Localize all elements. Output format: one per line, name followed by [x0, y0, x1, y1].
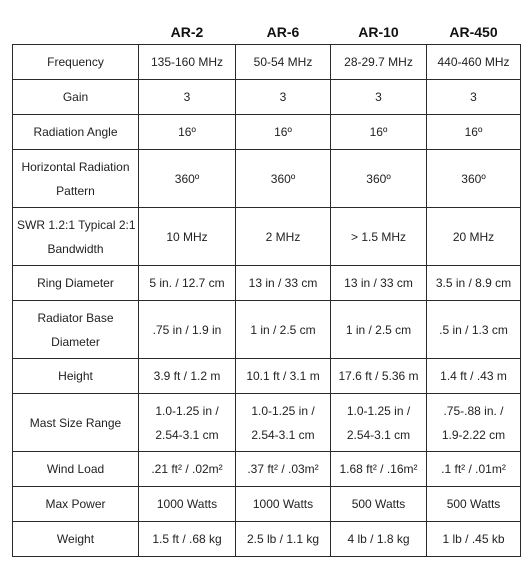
table-row-height: [13, 359, 521, 394]
cell-line: 28-29.7 MHz: [344, 55, 413, 69]
cell-line: 10 MHz: [166, 229, 208, 244]
row-label-wind-load: [13, 452, 139, 487]
column-header-ar-2: AR-2: [170, 24, 204, 40]
cell-gain-ar-6: [236, 80, 331, 115]
cell-line: 5 in. / 12.7 cm: [149, 276, 225, 290]
cell-line: 440-460 MHz: [437, 55, 510, 69]
cell-wind-load-ar-2: [139, 452, 236, 487]
table-row-swr-bandwidth: [13, 208, 521, 266]
cell-frequency-ar-2: [139, 45, 236, 80]
cell-line: 50-54 MHz: [253, 55, 313, 69]
row-label-ring-diameter: [13, 266, 139, 301]
cell-line: 1.0-1.25 in /: [346, 403, 411, 418]
cell-radiator-base-diameter-ar-450: [427, 301, 521, 359]
row-label-swr-bandwidth: [13, 208, 139, 266]
cell-ring-diameter-ar-2: [139, 266, 236, 301]
cell-gain-ar-10: [331, 80, 427, 115]
table-row-radiation-angle: [13, 115, 521, 150]
cell-line: 13 in / 33 cm: [248, 276, 318, 290]
cell-line: 2.5 lb / 1.1 kg: [246, 532, 320, 546]
table-row-weight: [13, 522, 521, 557]
cell-horizontal-radiation-pattern-ar-6: [236, 150, 331, 208]
cell-line: Mast Size Range: [29, 415, 122, 430]
column-header-ar-10: AR-10: [358, 24, 399, 40]
cell-radiator-base-diameter-ar-10: [331, 301, 427, 359]
cell-line: Radiator Base: [37, 310, 114, 325]
table-header: [13, 20, 521, 45]
cell-line: .1 ft² / .01m²: [441, 462, 506, 476]
cell-line: Wind Load: [46, 462, 105, 476]
cell-line: 360º: [174, 171, 200, 186]
cell-line: 4 lb / 1.8 kg: [347, 532, 410, 546]
cell-radiation-angle-ar-6: [236, 115, 331, 150]
table-body: [13, 45, 521, 557]
cell-line: 17.6 ft / 5.36 m: [338, 369, 419, 383]
cell-max-power-ar-6: [236, 487, 331, 522]
cell-line: Horizontal Radiation: [21, 159, 130, 174]
cell-line: 1 in / 2.5 cm: [345, 322, 412, 337]
cell-max-power-ar-10: [331, 487, 427, 522]
cell-line: 3: [183, 90, 191, 104]
cell-frequency-ar-10: [331, 45, 427, 80]
row-label-frequency: [13, 45, 139, 80]
cell-swr-bandwidth-ar-6: [236, 208, 331, 266]
cell-line: .21 ft² / .02m²: [151, 462, 223, 476]
cell-line: 3: [375, 90, 382, 104]
cell-radiator-base-diameter-ar-6: [236, 301, 331, 359]
cell-ring-diameter-ar-6: [236, 266, 331, 301]
cell-radiation-angle-ar-2: [139, 115, 236, 150]
cell-height-ar-6: [236, 359, 331, 394]
cell-line: Weight: [56, 532, 95, 546]
row-label-height: [13, 359, 139, 394]
cell-line: Pattern: [56, 183, 95, 198]
cell-height-ar-450: [427, 359, 521, 394]
row-label-gain: [13, 80, 139, 115]
header-row: [13, 20, 521, 45]
cell-line: Gain: [62, 90, 89, 104]
cell-line: .75-.88 in. /: [443, 403, 504, 418]
cell-line: 2.54-3.1 cm: [346, 427, 411, 442]
cell-swr-bandwidth-ar-450: [427, 208, 521, 266]
cell-radiator-base-diameter-ar-2: [139, 301, 236, 359]
cell-line: 1 lb / .45 kb: [442, 532, 505, 546]
row-label-mast-size-range: [13, 394, 139, 452]
column-header-ar-450: AR-450: [449, 24, 498, 40]
cell-line: Radiation Angle: [33, 125, 118, 139]
cell-line: Diameter: [51, 334, 100, 349]
cell-line: .37 ft² / .03m²: [247, 462, 319, 476]
cell-line: 360º: [366, 171, 391, 186]
cell-mast-size-range-ar-10: [331, 394, 427, 452]
cell-line: 135-160 MHz: [150, 55, 224, 69]
row-label-radiation-angle: [13, 115, 139, 150]
table-row-max-power: [13, 487, 521, 522]
cell-line: 360º: [270, 171, 296, 186]
cell-line: SWR 1.2:1 Typical 2:1: [17, 217, 136, 232]
cell-horizontal-radiation-pattern-ar-2: [139, 150, 236, 208]
cell-gain-ar-450: [427, 80, 521, 115]
cell-line: 3.9 ft / 1.2 m: [153, 369, 221, 383]
cell-mast-size-range-ar-2: [139, 394, 236, 452]
cell-line: 1.68 ft² / .16m²: [339, 462, 418, 476]
table-row-frequency: [13, 45, 521, 80]
cell-line: 1.0-1.25 in /: [155, 403, 219, 418]
table-row-ring-diameter: [13, 266, 521, 301]
table-row-radiator-base-diameter: [13, 301, 521, 359]
cell-line: 1000 Watts: [252, 497, 314, 511]
cell-line: 16º: [464, 125, 483, 139]
cell-line: 10.1 ft / 3.1 m: [246, 369, 320, 383]
row-label-radiator-base-diameter: [13, 301, 139, 359]
cell-line: Frequency: [47, 55, 104, 69]
cell-ring-diameter-ar-450: [427, 266, 521, 301]
cell-mast-size-range-ar-6: [236, 394, 331, 452]
cell-radiation-angle-ar-450: [427, 115, 521, 150]
cell-frequency-ar-450: [427, 45, 521, 80]
cell-line: 2.54-3.1 cm: [155, 427, 219, 442]
cell-line: 13 in / 33 cm: [344, 276, 413, 290]
cell-frequency-ar-6: [236, 45, 331, 80]
cell-weight-ar-2: [139, 522, 236, 557]
cell-line: 3: [470, 90, 477, 104]
cell-wind-load-ar-10: [331, 452, 427, 487]
row-label-max-power: [13, 487, 139, 522]
row-label-horizontal-radiation-pattern: [13, 150, 139, 208]
cell-line: 16º: [274, 125, 292, 139]
cell-weight-ar-10: [331, 522, 427, 557]
cell-height-ar-2: [139, 359, 236, 394]
cell-line: 16º: [178, 125, 196, 139]
cell-ring-diameter-ar-10: [331, 266, 427, 301]
cell-wind-load-ar-450: [427, 452, 521, 487]
cell-line: 20 MHz: [452, 229, 495, 244]
cell-line: .5 in / 1.3 cm: [439, 322, 508, 337]
header-corner: [13, 20, 139, 45]
table-row-mast-size-range: [13, 394, 521, 452]
cell-wind-load-ar-6: [236, 452, 331, 487]
cell-line: Ring Diameter: [37, 276, 114, 290]
cell-mast-size-range-ar-450: [427, 394, 521, 452]
cell-swr-bandwidth-ar-10: [331, 208, 427, 266]
cell-line: 2.54-3.1 cm: [251, 427, 315, 442]
row-label-weight: [13, 522, 139, 557]
cell-line: .75 in / 1.9 in: [152, 322, 222, 337]
cell-line: 1.5 ft / .68 kg: [152, 532, 222, 546]
antenna-spec-table: [12, 20, 521, 557]
cell-line: 1000 Watts: [156, 497, 218, 511]
cell-weight-ar-450: [427, 522, 521, 557]
cell-swr-bandwidth-ar-2: [139, 208, 236, 266]
cell-line: 16º: [369, 125, 388, 139]
cell-radiation-angle-ar-10: [331, 115, 427, 150]
cell-line: 3: [279, 90, 287, 104]
cell-line: 2 MHz: [265, 229, 301, 244]
cell-max-power-ar-2: [139, 487, 236, 522]
cell-line: 1.4 ft / .43 m: [440, 369, 507, 383]
cell-line: Height: [58, 369, 93, 383]
cell-max-power-ar-450: [427, 487, 521, 522]
column-header-ar-6: AR-6: [266, 24, 300, 40]
cell-line: Bandwidth: [47, 241, 104, 256]
cell-line: > 1.5 MHz: [350, 229, 407, 244]
cell-line: Max Power: [45, 497, 106, 511]
cell-line: 500 Watts: [446, 497, 501, 511]
cell-height-ar-10: [331, 359, 427, 394]
cell-line: 500 Watts: [351, 497, 406, 511]
table-row-wind-load: [13, 452, 521, 487]
cell-line: 1.0-1.25 in /: [251, 403, 315, 418]
cell-line: 1.9-2.22 cm: [441, 427, 506, 442]
cell-line: 1 in / 2.5 cm: [250, 322, 316, 337]
table-row-horizontal-radiation-pattern: [13, 150, 521, 208]
cell-horizontal-radiation-pattern-ar-450: [427, 150, 521, 208]
cell-line: 3.5 in / 8.9 cm: [435, 276, 512, 290]
cell-gain-ar-2: [139, 80, 236, 115]
cell-line: 360º: [461, 171, 486, 186]
cell-weight-ar-6: [236, 522, 331, 557]
cell-horizontal-radiation-pattern-ar-10: [331, 150, 427, 208]
table-row-gain: [13, 80, 521, 115]
